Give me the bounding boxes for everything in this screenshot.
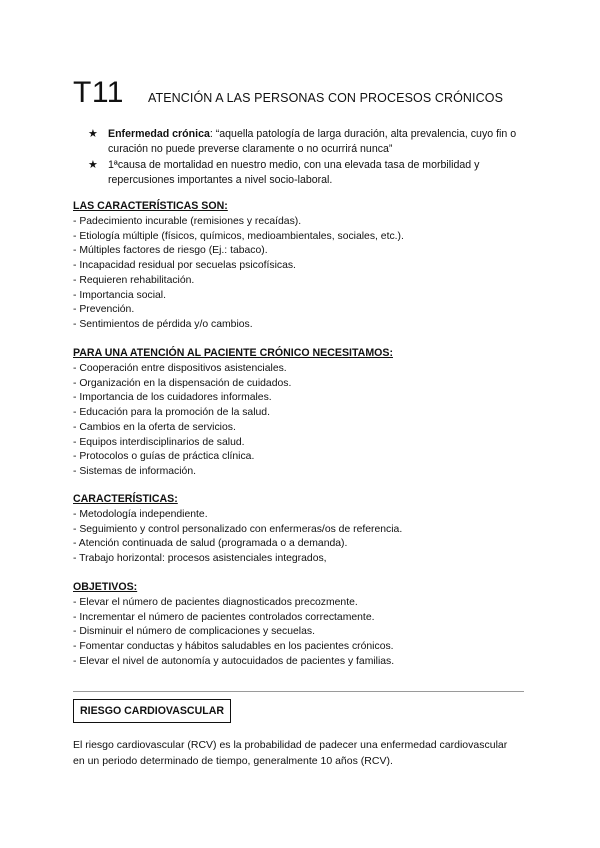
intro-list (88, 127, 538, 189)
section-heading: LAS CARACTERÍSTICAS SON: (73, 200, 228, 212)
section-heading: CARACTERÍSTICAS: (73, 493, 178, 505)
section-caracteristicas-son (73, 199, 533, 333)
section-caracteristicas (73, 492, 533, 567)
list-item: - Educación para la promoción de la salud. (73, 407, 270, 419)
list-item: - Múltiples factores de riesgo (Ej.: tabaco). (73, 245, 268, 257)
list-item: - Incrementar el número de pacientes controlados correctamente. (73, 611, 375, 623)
list-item: - Prevención. (73, 304, 135, 316)
section-list (73, 508, 533, 567)
topic-header (73, 76, 503, 110)
section-necesitamos (73, 346, 533, 480)
list-item: - Organización en la dispensación de cuidados. (73, 377, 292, 389)
list-item: - Fomentar conductas y hábitos saludables en los pacientes crónicos. (73, 641, 394, 653)
list-item: - Sistemas de información. (73, 465, 197, 477)
intro-item-text: : “aquella patología de larga duración, alta prevalencia, cuyo fin o curación no puede preverse claramente o no ocurrirá nunca” (108, 128, 517, 155)
intro-item (88, 127, 538, 157)
list-item: - Equipos interdisciplinarios de salud. (73, 436, 245, 448)
intro-item (88, 158, 538, 188)
section-heading: PARA UNA ATENCIÓN AL PACIENTE CRÓNICO NECESITAMOS: (73, 347, 393, 359)
list-item: - Atención continuada de salud (programada o a demanda). (73, 538, 348, 550)
intro-item-text: 1ªcausa de mortalidad en nuestro medio, con una elevada tasa de morbilidad y repercusiones importantes a nivel socio-laboral. (108, 159, 480, 186)
list-item: - Padecimiento incurable (remisiones y recaídas). (73, 216, 302, 227)
star-bullet-icon: ★ (88, 128, 98, 140)
topic-title: ATENCIÓN A LAS PERSONAS CON PROCESOS CRÓNICOS (147, 91, 504, 105)
list-item: - Metodología independiente. (73, 509, 208, 520)
list-item: - Trabajo horizontal: procesos asistenciales integrados, (73, 553, 327, 565)
list-item: - Protocolos o guías de práctica clínica. (73, 451, 255, 463)
list-item: - Cooperación entre dispositivos asistenciales. (73, 363, 287, 374)
list-item: - Elevar el nivel de autonomía y autocuidados de pacientes y familias. (73, 655, 395, 667)
list-item: - Sentimientos de pérdida y/o cambios. (73, 318, 253, 330)
list-item: - Disminuir el número de complicaciones y secuelas. (73, 626, 315, 638)
section-heading: OBJETIVOS: (73, 581, 138, 593)
intro-item-term: Enfermedad crónica (108, 128, 210, 140)
list-item: - Seguimiento y control personalizado con enfermeras/os de referencia. (73, 523, 403, 535)
section-objetivos (73, 580, 533, 670)
star-bullet-icon: ★ (88, 159, 98, 171)
list-item: - Etiología múltiple (físicos, químicos, medioambientales, sociales, etc.). (73, 230, 404, 242)
list-item: - Importancia de los cuidadores informales. (73, 392, 272, 404)
horizontal-divider (73, 691, 524, 692)
section-list (73, 362, 533, 480)
topic-number: T11 (73, 76, 124, 109)
section-list (73, 596, 533, 670)
list-item: - Cambios en la oferta de servicios. (73, 421, 236, 433)
section-list (73, 215, 533, 333)
list-item: - Incapacidad residual por secuelas psicofísicas. (73, 260, 296, 272)
riesgo-cardiovascular-paragraph: El riesgo cardiovascular (RCV) es la probabilidad de padecer una enfermedad cardiovascular en un periodo determinado de tiempo, generalmente 10 años (RCV). (73, 739, 508, 767)
riesgo-cardiovascular-title-box: RIESGO CARDIOVASCULAR (73, 699, 231, 723)
list-item: - Requieren rehabilitación. (73, 274, 195, 286)
list-item: - Importancia social. (73, 289, 166, 301)
list-item: - Elevar el número de pacientes diagnosticados precozmente. (73, 597, 358, 608)
